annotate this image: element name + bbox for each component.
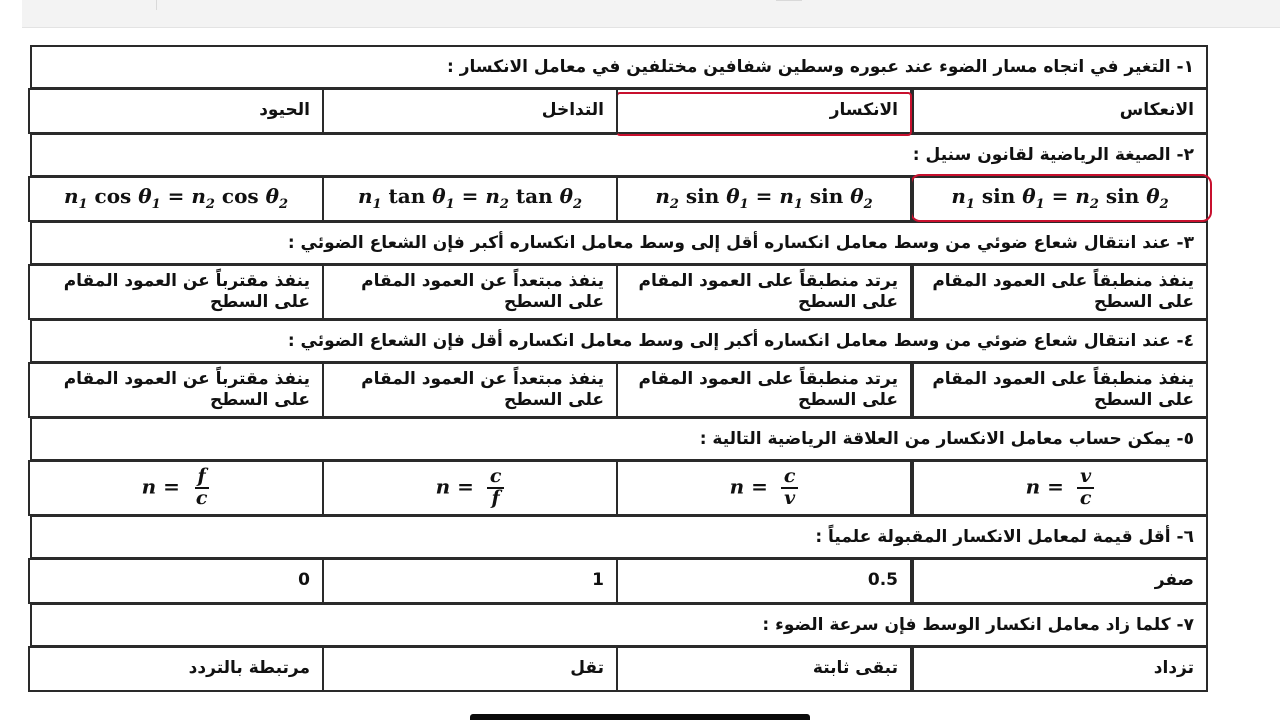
option-5-b[interactable] bbox=[616, 460, 912, 516]
option-4-d[interactable] bbox=[28, 362, 324, 418]
option-label: الانعكاس bbox=[1119, 100, 1194, 121]
video-progress-overlay bbox=[470, 714, 810, 720]
formula-v-over-c: n = $\frac{v}{c}$ bbox=[1026, 467, 1095, 509]
option-label: ينفذ مقترباً عن العمود المقام على السطح bbox=[63, 368, 310, 410]
option-label: يرتد منطبقاً على العمود المقام على السطح bbox=[638, 270, 898, 312]
option-label: 0 bbox=[298, 570, 310, 591]
option-label: التداخل bbox=[541, 100, 604, 121]
option-6-a[interactable] bbox=[912, 558, 1208, 604]
option-label: ينفذ مبتعداً عن العمود المقام على السطح bbox=[361, 368, 604, 410]
question-6 bbox=[30, 515, 1208, 559]
option-3-d[interactable] bbox=[28, 264, 324, 320]
option-1-b-selected[interactable] bbox=[616, 88, 912, 134]
option-label: 0.5 bbox=[867, 570, 898, 591]
option-label: مرتبطة بالتردد bbox=[188, 658, 310, 679]
options-row-5 bbox=[30, 460, 1208, 516]
option-4-b[interactable] bbox=[616, 362, 912, 418]
option-1-c[interactable] bbox=[322, 88, 618, 134]
formula-tan: $n_1$ $\tan \theta_1 = n_2$ $\tan \theta_2$ bbox=[357, 184, 583, 213]
option-3-a[interactable] bbox=[912, 264, 1208, 320]
options-row-7 bbox=[30, 646, 1208, 692]
option-1-a[interactable] bbox=[912, 88, 1208, 134]
option-6-c[interactable] bbox=[322, 558, 618, 604]
question-text: ٥- يمكن حساب معامل الانكسار من العلاقة الرياضية التالية : bbox=[699, 429, 1194, 449]
question-text: ١- التغير في اتجاه مسار الضوء عند عبوره وسطين شفافين مختلفين في معامل الانكسار : bbox=[447, 57, 1194, 77]
option-label: ينفذ منطبقاً على العمود المقام على السطح bbox=[932, 270, 1194, 312]
options-row-4 bbox=[30, 362, 1208, 418]
option-label: ينفذ منطبقاً على العمود المقام على السطح bbox=[932, 368, 1194, 410]
option-label: الانكسار bbox=[829, 100, 898, 121]
quiz-table bbox=[30, 46, 1208, 692]
option-5-a[interactable] bbox=[912, 460, 1208, 516]
viewer-top-bar bbox=[22, 0, 1280, 28]
option-5-d[interactable] bbox=[28, 460, 324, 516]
option-6-d[interactable] bbox=[28, 558, 324, 604]
option-7-a[interactable] bbox=[912, 646, 1208, 692]
option-label: 1 bbox=[592, 570, 604, 591]
question-text: ٧- كلما زاد معامل انكسار الوسط فإن سرعة الضوء : bbox=[762, 615, 1194, 635]
question-text: ٤- عند انتقال شعاع ضوئي من وسط معامل انكساره أكبر إلى وسط معامل انكساره أقل فإن الشعاع الضوئي : bbox=[287, 331, 1194, 351]
options-row-3 bbox=[30, 264, 1208, 320]
toolbar-divider bbox=[156, 0, 157, 10]
question-text: ٦- أقل قيمة لمعامل الانكسار المقبولة علمياً : bbox=[815, 527, 1194, 547]
formula-c-over-f: n = $\frac{c}{f}$ bbox=[436, 467, 505, 509]
option-4-a[interactable] bbox=[912, 362, 1208, 418]
toolbar-handle bbox=[776, 0, 802, 1]
option-2-d[interactable] bbox=[28, 176, 324, 222]
option-2-b[interactable] bbox=[616, 176, 912, 222]
formula-cos: $n_1$ $\cos \theta_1 = n_2$ $\cos \theta_2$ bbox=[63, 184, 289, 213]
formula-c-over-v: n = $\frac{c}{v}$ bbox=[730, 467, 799, 509]
options-row-1 bbox=[30, 88, 1208, 134]
options-row-6 bbox=[30, 558, 1208, 604]
option-label: الحيود bbox=[259, 100, 310, 121]
formula-swapped-sin: $n_2$ $\sin \theta_1 = n_1$ $\sin \theta_2$ bbox=[655, 184, 873, 213]
option-3-c[interactable] bbox=[322, 264, 618, 320]
option-4-c[interactable] bbox=[322, 362, 618, 418]
option-2-c[interactable] bbox=[322, 176, 618, 222]
option-label: تبقى ثابتة bbox=[812, 658, 898, 679]
option-label: ينفذ مبتعداً عن العمود المقام على السطح bbox=[361, 270, 604, 312]
option-label: تقل bbox=[570, 658, 604, 679]
options-row-2 bbox=[30, 176, 1208, 222]
question-2 bbox=[30, 133, 1208, 177]
formula-snell-sin: $n_1$ $\sin \theta_1 = n_2$ $\sin \theta_2$ bbox=[951, 184, 1169, 213]
option-label: تزداد bbox=[1153, 658, 1194, 679]
question-7 bbox=[30, 603, 1208, 647]
question-5 bbox=[30, 417, 1208, 461]
question-3 bbox=[30, 221, 1208, 265]
option-label: ينفذ مقترباً عن العمود المقام على السطح bbox=[63, 270, 310, 312]
question-1 bbox=[30, 45, 1208, 89]
option-5-c[interactable] bbox=[322, 460, 618, 516]
option-2-a-selected[interactable] bbox=[912, 176, 1208, 222]
option-7-c[interactable] bbox=[322, 646, 618, 692]
option-6-b[interactable] bbox=[616, 558, 912, 604]
option-label: يرتد منطبقاً على العمود المقام على السطح bbox=[638, 368, 898, 410]
option-1-d[interactable] bbox=[28, 88, 324, 134]
formula-f-over-c: n = $\frac{f}{c}$ bbox=[141, 465, 208, 509]
option-3-b[interactable] bbox=[616, 264, 912, 320]
option-label: صفر bbox=[1154, 570, 1194, 591]
option-7-d[interactable] bbox=[28, 646, 324, 692]
question-text: ٣- عند انتقال شعاع ضوئي من وسط معامل انكساره أقل إلى وسط معامل انكساره أكبر فإن الشعاع الضوئي : bbox=[287, 233, 1194, 253]
option-7-b[interactable] bbox=[616, 646, 912, 692]
question-4 bbox=[30, 319, 1208, 363]
question-text: ٢- الصيغة الرياضية لقانون سنيل : bbox=[912, 145, 1194, 165]
